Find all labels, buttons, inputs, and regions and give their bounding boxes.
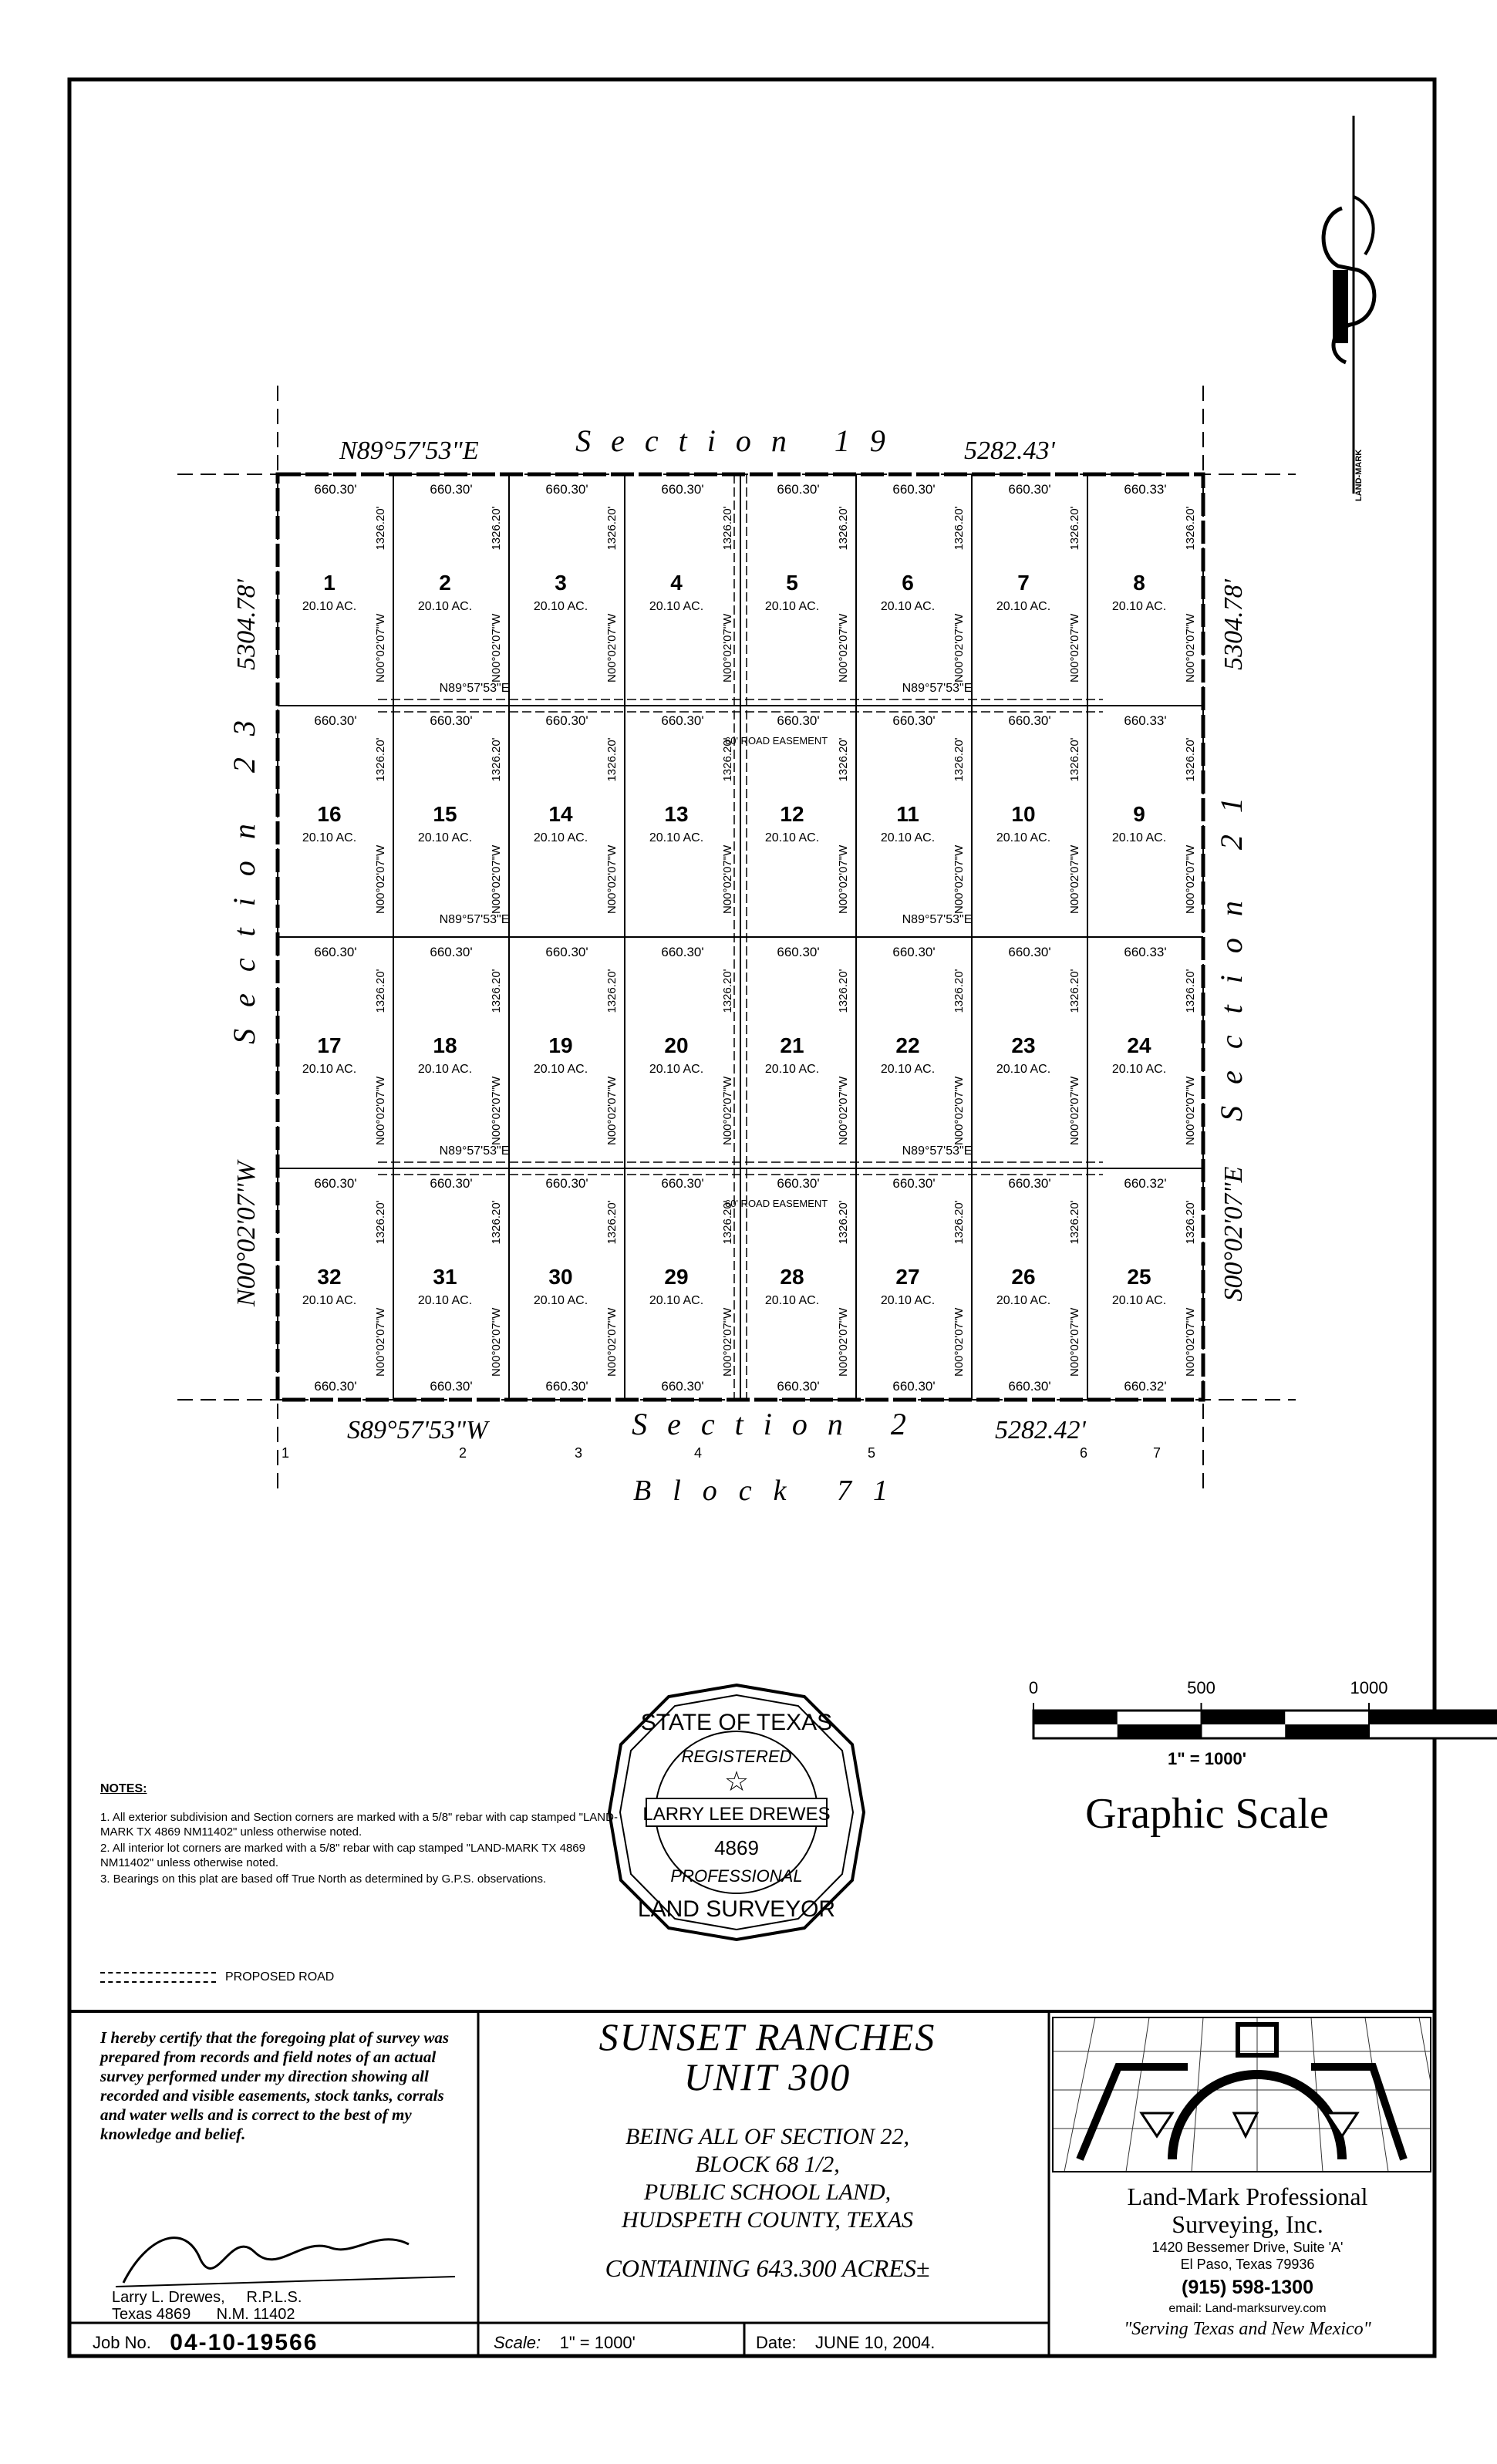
lot-acreage: 20.10 AC. (764, 1294, 820, 1307)
section-number: 2 (458, 1445, 467, 1461)
section-number: 1 (281, 1445, 290, 1461)
scale-label: Scale: (494, 2333, 541, 2352)
lot-depth: 1326.20' (1184, 1200, 1197, 1245)
lot-width-south: 660.30' (545, 1379, 588, 1394)
lot-bearing: N00°02'07"W (374, 844, 387, 914)
lot-acreage: 20.10 AC. (417, 1294, 473, 1307)
north-arrow-label: LAND-MARK (1354, 449, 1364, 501)
lot-number: 15 (433, 802, 457, 826)
lot-number: 9 (1133, 802, 1145, 826)
west-section: Section 23 (227, 699, 261, 1044)
company-name-2: Surveying, Inc. (1172, 2210, 1323, 2238)
legend-label: PROPOSED ROAD (225, 1970, 335, 1984)
seal-state: STATE OF TEXAS (640, 1710, 833, 1735)
notes-block (100, 1781, 640, 1888)
lot-number: 4 (670, 571, 683, 595)
date-label: Date: (756, 2333, 797, 2352)
company-email: email: Land-marksurvey.com (1168, 2302, 1327, 2315)
lot-bearing: N00°02'07"W (374, 1076, 387, 1145)
graphic-scale-bar (1029, 1678, 1497, 1738)
lot-acreage: 20.10 AC. (649, 600, 704, 613)
south-section: Section 2 (632, 1407, 926, 1441)
lot-width: 660.33' (1124, 482, 1167, 497)
seal-name: LARRY LEE DREWES (642, 1804, 831, 1825)
lot-width-south: 660.30' (430, 1379, 473, 1394)
note-2: 2. All interior lot corners are marked with a 5/8" rebar with cap stamped "LAND-MARK TX 4869 NM11402" unless otherwise noted. (100, 1842, 585, 1869)
scale-value: 1" = 1000' (559, 2333, 636, 2352)
lot-depth: 1326.20' (374, 506, 387, 551)
lot-width: 660.33' (1124, 713, 1167, 728)
lot-bearing: N00°02'07"W (1068, 1307, 1081, 1377)
lot-width: 660.30' (430, 482, 473, 497)
lot-acreage: 20.10 AC. (302, 1063, 357, 1076)
lot-depth: 1326.20' (721, 737, 734, 782)
lot-acreage: 20.10 AC. (417, 1063, 473, 1076)
interior-bearing: N89°57'53"E (439, 913, 510, 926)
lot-acreage: 20.10 AC. (649, 1063, 704, 1076)
lot-number: 16 (317, 802, 342, 826)
lot-acreage: 20.10 AC. (1111, 831, 1167, 844)
scale-tick-label: 500 (1187, 1678, 1215, 1697)
lot-acreage: 20.10 AC. (533, 831, 588, 844)
lot-number: 6 (902, 571, 914, 595)
lot-width: 660.30' (892, 1176, 936, 1191)
scale-segment (1033, 1711, 1118, 1724)
lot-width-south: 660.30' (777, 1379, 820, 1394)
scale-segment (1202, 1711, 1286, 1724)
lot-number: 17 (317, 1033, 342, 1057)
lot-number: 18 (433, 1033, 457, 1057)
lot-acreage: 20.10 AC. (302, 831, 357, 844)
desc-line-3: PUBLIC SCHOOL LAND, (643, 2179, 892, 2205)
notes-heading: NOTES: (100, 1782, 147, 1795)
star-icon: ☆ (723, 1765, 750, 1797)
lot-depth: 1326.20' (837, 737, 850, 782)
lot-number: 7 (1017, 571, 1030, 595)
lot-number: 20 (664, 1033, 689, 1057)
legend-row (100, 1970, 334, 1984)
lot-bearing: N00°02'07"W (721, 613, 734, 683)
signature (100, 2206, 463, 2298)
signer-name: Larry L. Drewes, (112, 2289, 225, 2306)
lot-depth: 1326.20' (952, 969, 966, 1013)
lot-width: 660.30' (777, 482, 820, 497)
lot-depth: 1326.20' (374, 969, 387, 1013)
lot-width: 660.30' (892, 482, 936, 497)
south-bearing: S89°57'53"W (347, 1416, 488, 1444)
lot-acreage: 20.10 AC. (764, 1063, 820, 1076)
lot-width: 660.30' (777, 713, 820, 728)
lot-acreage: 20.10 AC. (996, 600, 1051, 613)
note-3: 3. Bearings on this plat are based off True North as determined by G.P.S. observations. (100, 1872, 547, 1886)
lot-number: 11 (896, 802, 919, 826)
lot-bearing: N00°02'07"W (837, 1307, 850, 1377)
road-easement-label: 60' ROAD EASEMENT (725, 735, 828, 747)
section-number: 3 (574, 1445, 583, 1461)
lot-number: 8 (1133, 571, 1145, 595)
scale-tick-label: 1000 (1350, 1678, 1388, 1697)
subdivision-unit: UNIT 300 (683, 2055, 851, 2098)
lot-depth: 1326.20' (1184, 737, 1197, 782)
lot-acreage: 20.10 AC. (996, 831, 1051, 844)
lot-number: 10 (1011, 802, 1036, 826)
lot-acreage: 20.10 AC. (1111, 600, 1167, 613)
lot-bearing: N00°02'07"W (605, 844, 619, 914)
lot-number: 32 (317, 1265, 342, 1289)
lot-depth: 1326.20' (374, 737, 387, 782)
scale-segment (1118, 1724, 1202, 1738)
lot-bearing: N00°02'07"W (605, 1076, 619, 1145)
lot-acreage: 20.10 AC. (996, 1063, 1051, 1076)
lot-acreage: 20.10 AC. (880, 600, 936, 613)
lot-bearing: N00°02'07"W (721, 1307, 734, 1377)
east-section: Section 21 (1214, 776, 1249, 1121)
lot-width: 660.30' (545, 482, 588, 497)
lot-number: 19 (548, 1033, 573, 1057)
lot-bearing: N00°02'07"W (1068, 613, 1081, 683)
desc-line-1: BEING ALL OF SECTION 22, (625, 2124, 910, 2149)
lot-depth: 1326.20' (1184, 969, 1197, 1013)
section-number: 6 (1079, 1445, 1088, 1461)
lot-number: 29 (664, 1265, 689, 1289)
lot-grid (177, 386, 1296, 1507)
lot-bearing: N00°02'07"W (1184, 844, 1197, 914)
scale-tick-label: 0 (1028, 1678, 1039, 1697)
lot-acreage: 20.10 AC. (880, 1063, 936, 1076)
lot-width: 660.30' (777, 945, 820, 959)
signer-title: R.P.L.S. (246, 2289, 302, 2306)
lot-number: 27 (895, 1265, 920, 1289)
interior-bearing: N89°57'53"E (902, 682, 973, 695)
date-value: JUNE 10, 2004. (815, 2333, 936, 2352)
lot-number: 21 (780, 1033, 804, 1057)
lot-width: 660.30' (1008, 945, 1051, 959)
signer-nm-no: N.M. 11402 (216, 2306, 295, 2323)
interior-bearing: N89°57'53"E (439, 682, 510, 695)
scale-segment (1369, 1711, 1497, 1724)
section-number: 7 (1152, 1445, 1162, 1461)
scale-segment (1285, 1724, 1369, 1738)
company-logo (1053, 2017, 1431, 2172)
east-bearing: S00°02'07"E (1219, 1166, 1248, 1302)
lot-number: 22 (895, 1033, 920, 1057)
lot-bearing: N00°02'07"W (1184, 1307, 1197, 1377)
lot-bearing: N00°02'07"W (490, 844, 503, 914)
note-1: 1. All exterior subdivision and Section corners are marked with a 5/8" rebar with cap stamped "LAND-MARK TX 4869 NM11402" unless otherwise noted. (100, 1811, 618, 1839)
lot-width-south: 660.30' (314, 1379, 357, 1394)
interior-bearing: N89°57'53"E (439, 1144, 510, 1158)
lot-width-south: 660.30' (1008, 1379, 1051, 1394)
lot-number: 13 (664, 802, 689, 826)
lot-acreage: 20.10 AC. (302, 1294, 357, 1307)
lot-width: 660.30' (545, 1176, 588, 1191)
lot-acreage: 20.10 AC. (417, 600, 473, 613)
lot-acreage: 20.10 AC. (1111, 1063, 1167, 1076)
lot-depth: 1326.20' (490, 1200, 503, 1245)
lot-bearing: N00°02'07"W (952, 613, 966, 683)
lot-width: 660.30' (892, 945, 936, 959)
lot-depth: 1326.20' (837, 1200, 850, 1245)
lot-acreage: 20.10 AC. (880, 1294, 936, 1307)
lot-number: 30 (548, 1265, 573, 1289)
lot-width: 660.30' (314, 945, 357, 959)
lot-acreage: 20.10 AC. (533, 600, 588, 613)
lot-number: 24 (1127, 1033, 1151, 1057)
lot-width: 660.30' (1008, 1176, 1051, 1191)
lot-depth: 1326.20' (374, 1200, 387, 1245)
lot-width: 660.30' (545, 713, 588, 728)
lot-number: 14 (548, 802, 573, 826)
lot-depth: 1326.20' (952, 506, 966, 551)
lot-acreage: 20.10 AC. (1111, 1294, 1167, 1307)
section-number: 5 (867, 1445, 876, 1461)
lot-depth: 1326.20' (837, 506, 850, 551)
lot-depth: 1326.20' (721, 1200, 734, 1245)
company-address-1: 1420 Bessemer Drive, Suite 'A' (1151, 2240, 1344, 2255)
lot-width: 660.30' (314, 1176, 357, 1191)
lot-acreage: 20.10 AC. (417, 831, 473, 844)
lot-bearing: N00°02'07"W (721, 844, 734, 914)
job-label: Job No. (93, 2333, 151, 2352)
description (482, 2123, 1053, 2234)
lot-acreage: 20.10 AC. (649, 1294, 704, 1307)
company-phone: (915) 598-1300 (1182, 2277, 1313, 2298)
lot-bearing: N00°02'07"W (952, 844, 966, 914)
lot-width-south: 660.30' (661, 1379, 704, 1394)
lot-depth: 1326.20' (1184, 506, 1197, 551)
signer-state-no: Texas 4869 (112, 2306, 191, 2323)
date-cell (756, 2326, 1041, 2360)
lot-width: 660.30' (430, 713, 473, 728)
lot-bearing: N00°02'07"W (1184, 1076, 1197, 1145)
section-number: 4 (693, 1445, 703, 1461)
proposed-road-swatch (100, 1972, 216, 1983)
lot-width: 660.30' (1008, 713, 1051, 728)
lot-depth: 1326.20' (1068, 1200, 1081, 1245)
lot-bearing: N00°02'07"W (490, 1076, 503, 1145)
lot-depth: 1326.20' (1068, 969, 1081, 1013)
lot-bearing: N00°02'07"W (837, 1076, 850, 1145)
company-name-1: Land-Mark Professional (1127, 2183, 1368, 2210)
lot-depth: 1326.20' (490, 737, 503, 782)
certification-text: I hereby certify that the foregoing plat of survey was prepared from records and field notes of an actual survey performed under my direction showing all recorded and visible easements, stock tanks, corrals and water wells and is correct to the best of my knowledge and belief. (100, 2028, 450, 2143)
job-number: 04-10-19566 (170, 2330, 319, 2355)
company-slogan: "Serving Texas and New Mexico" (1124, 2319, 1371, 2339)
subdivision-title: SUNSET RANCHES (598, 2015, 936, 2058)
lot-depth: 1326.20' (490, 506, 503, 551)
lot-bearing: N00°02'07"W (1068, 844, 1081, 914)
lot-bearing: N00°02'07"W (1068, 1076, 1081, 1145)
lot-depth: 1326.20' (952, 737, 966, 782)
lot-width: 660.30' (661, 482, 704, 497)
lot-acreage: 20.10 AC. (649, 831, 704, 844)
surveyor-seal (609, 1685, 864, 1940)
seal-land-surveyor: LAND SURVEYOR (637, 1896, 836, 1922)
north-arrow-icon (1323, 116, 1374, 494)
lot-acreage: 20.10 AC. (533, 1294, 588, 1307)
seal-professional: PROFESSIONAL (670, 1866, 803, 1886)
north-section: Section 19 (575, 423, 905, 458)
lot-acreage: 20.10 AC. (764, 600, 820, 613)
lot-depth: 1326.20' (721, 969, 734, 1013)
scale-cell (494, 2326, 740, 2360)
lot-bearing: N00°02'07"W (952, 1307, 966, 1377)
lot-acreage: 20.10 AC. (533, 1063, 588, 1076)
lot-bearing: N00°02'07"W (721, 1076, 734, 1145)
north-bearing: N89°57'53"E (339, 437, 479, 465)
lot-depth: 1326.20' (605, 737, 619, 782)
south-distance: 5282.42' (995, 1416, 1086, 1444)
seal-registered: REGISTERED (681, 1747, 792, 1766)
lot-width: 660.33' (1124, 945, 1167, 959)
lot-depth: 1326.20' (605, 1200, 619, 1245)
company-address-2: El Paso, Texas 79936 (1180, 2257, 1315, 2272)
lot-width: 660.30' (430, 945, 473, 959)
lot-depth: 1326.20' (1068, 506, 1081, 551)
job-number-cell (93, 2326, 470, 2360)
lot-width: 660.30' (661, 945, 704, 959)
lot-bearing: N00°02'07"W (490, 613, 503, 683)
lot-acreage: 20.10 AC. (764, 831, 820, 844)
lot-width: 660.30' (314, 713, 357, 728)
lot-acreage: 20.10 AC. (880, 831, 936, 844)
lot-depth: 1326.20' (837, 969, 850, 1013)
interior-bearing: N89°57'53"E (902, 1144, 973, 1158)
lot-width: 660.32' (1124, 1176, 1167, 1191)
lot-bearing: N00°02'07"W (952, 1076, 966, 1145)
east-distance: 5304.78' (1219, 579, 1248, 670)
lot-number: 26 (1011, 1265, 1036, 1289)
desc-line-2: BLOCK 68 1/2, (695, 2152, 840, 2177)
lot-number: 1 (323, 571, 335, 595)
west-bearing: N00°02'07"W (232, 1161, 261, 1307)
lot-depth: 1326.20' (721, 506, 734, 551)
lot-width-south: 660.30' (892, 1379, 936, 1394)
lot-width: 660.30' (777, 1176, 820, 1191)
lot-number: 28 (780, 1265, 804, 1289)
lot-number: 2 (439, 571, 451, 595)
west-distance: 5304.78' (232, 579, 261, 670)
lot-acreage: 20.10 AC. (302, 600, 357, 613)
desc-line-4: HUDSPETH COUNTY, TEXAS (621, 2207, 914, 2233)
lot-number: 25 (1127, 1265, 1151, 1289)
lot-width: 660.30' (545, 945, 588, 959)
lot-number: 5 (786, 571, 798, 595)
lot-width: 660.30' (661, 1176, 704, 1191)
lot-number: 3 (555, 571, 567, 595)
lot-bearing: N00°02'07"W (490, 1307, 503, 1377)
lot-depth: 1326.20' (490, 969, 503, 1013)
lot-bearing: N00°02'07"W (374, 1307, 387, 1377)
block-label: Block 71 (632, 1475, 910, 1507)
lot-bearing: N00°02'07"W (605, 613, 619, 683)
lot-number: 31 (433, 1265, 457, 1289)
scale-ratio: 1" = 1000' (1168, 1749, 1246, 1768)
lot-depth: 1326.20' (605, 969, 619, 1013)
lot-bearing: N00°02'07"W (837, 613, 850, 683)
lot-depth: 1326.20' (952, 1200, 966, 1245)
lot-bearing: N00°02'07"W (374, 613, 387, 683)
lot-width-south: 660.32' (1124, 1379, 1167, 1394)
lot-depth: 1326.20' (1068, 737, 1081, 782)
signer-block (112, 2289, 302, 2323)
lot-number: 12 (780, 802, 804, 826)
road-easement-label: 60' ROAD EASEMENT (725, 1198, 828, 1209)
lot-depth: 1326.20' (605, 506, 619, 551)
lot-number: 23 (1011, 1033, 1036, 1057)
lot-width: 660.30' (1008, 482, 1051, 497)
title-block (482, 2017, 1053, 2283)
lot-acreage: 20.10 AC. (996, 1294, 1051, 1307)
scale-title: Graphic Scale (1085, 1790, 1329, 1838)
lot-bearing: N00°02'07"W (1184, 613, 1197, 683)
lot-width: 660.30' (430, 1176, 473, 1191)
containing-acres: CONTAINING 643.300 ACRES± (605, 2254, 930, 2282)
north-distance: 5282.43' (964, 437, 1055, 465)
interior-bearing: N89°57'53"E (902, 913, 973, 926)
lot-width: 660.30' (892, 713, 936, 728)
lot-bearing: N00°02'07"W (605, 1307, 619, 1377)
company-block (1049, 2183, 1446, 2340)
seal-number: 4869 (714, 1836, 759, 1859)
lot-width: 660.30' (314, 482, 357, 497)
lot-bearing: N00°02'07"W (837, 844, 850, 914)
lot-width: 660.30' (661, 713, 704, 728)
